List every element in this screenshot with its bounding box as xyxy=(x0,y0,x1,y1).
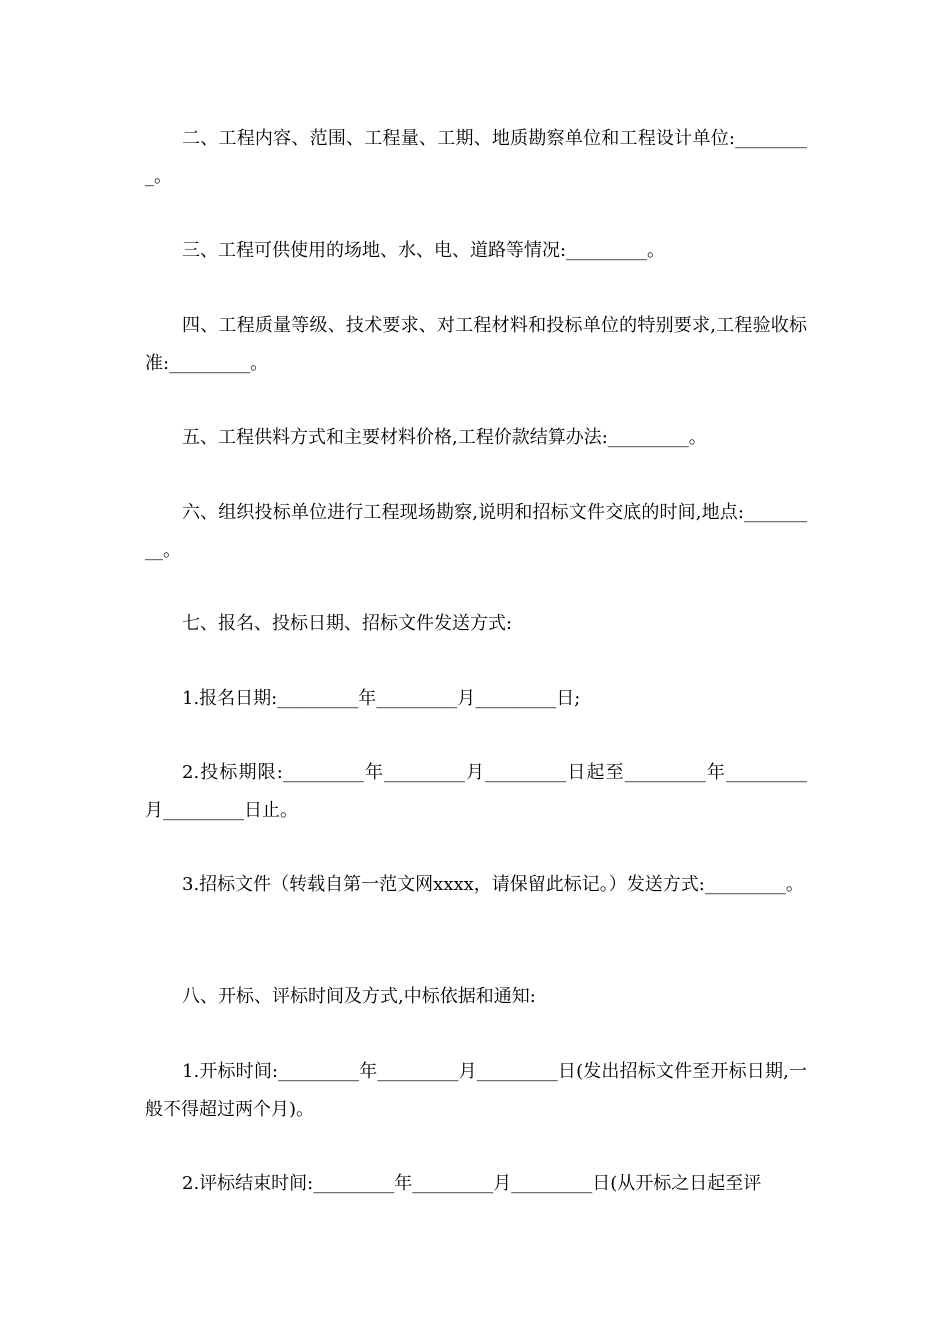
paragraph-registration-date: 1.报名日期:_________年_________月_________日; xyxy=(182,688,581,709)
paragraph-section-3: 三、工程可供使用的场地、水、电、道路等情况:_________。 xyxy=(182,240,666,261)
paragraph-section-5: 五、工程供料方式和主要材料价格,工程价款结算办法:_________。 xyxy=(182,427,707,448)
paragraph-evaluation-end-time: 2.评标结束时间:_________年_________月_________日(从开标之日起至评 xyxy=(182,1173,762,1194)
paragraph-section-8: 八、开标、评标时间及方式,中标依据和通知: xyxy=(182,986,536,1007)
paragraph-section-6: 六、组织投标单位进行工程现场勘察,说明和招标文件交底的时间,地点:_________。 xyxy=(145,502,807,561)
paragraph-section-7: 七、报名、投标日期、招标文件发送方式: xyxy=(182,613,513,634)
paragraph-bid-period: 2.投标期限:_________年_________月_________日起至_________年_________月_________日止。 xyxy=(145,762,807,821)
paragraph-document-delivery: 3.招标文件（转载自第一范文网xxxx，请保留此标记。）发送方式:_________。 xyxy=(182,874,804,895)
paragraph-bid-opening-time: 1.开标时间:_________年_________月_________日(发出招标文件至开标日期,一般不得超过两个月)。 xyxy=(145,1061,807,1120)
paragraph-section-4: 四、工程质量等级、技术要求、对工程材料和投标单位的特别要求,工程验收标准:_________。 xyxy=(145,315,807,374)
paragraph-section-2: 二、工程内容、范围、工程量、工期、地质勘察单位和工程设计单位:_________。 xyxy=(145,128,807,187)
